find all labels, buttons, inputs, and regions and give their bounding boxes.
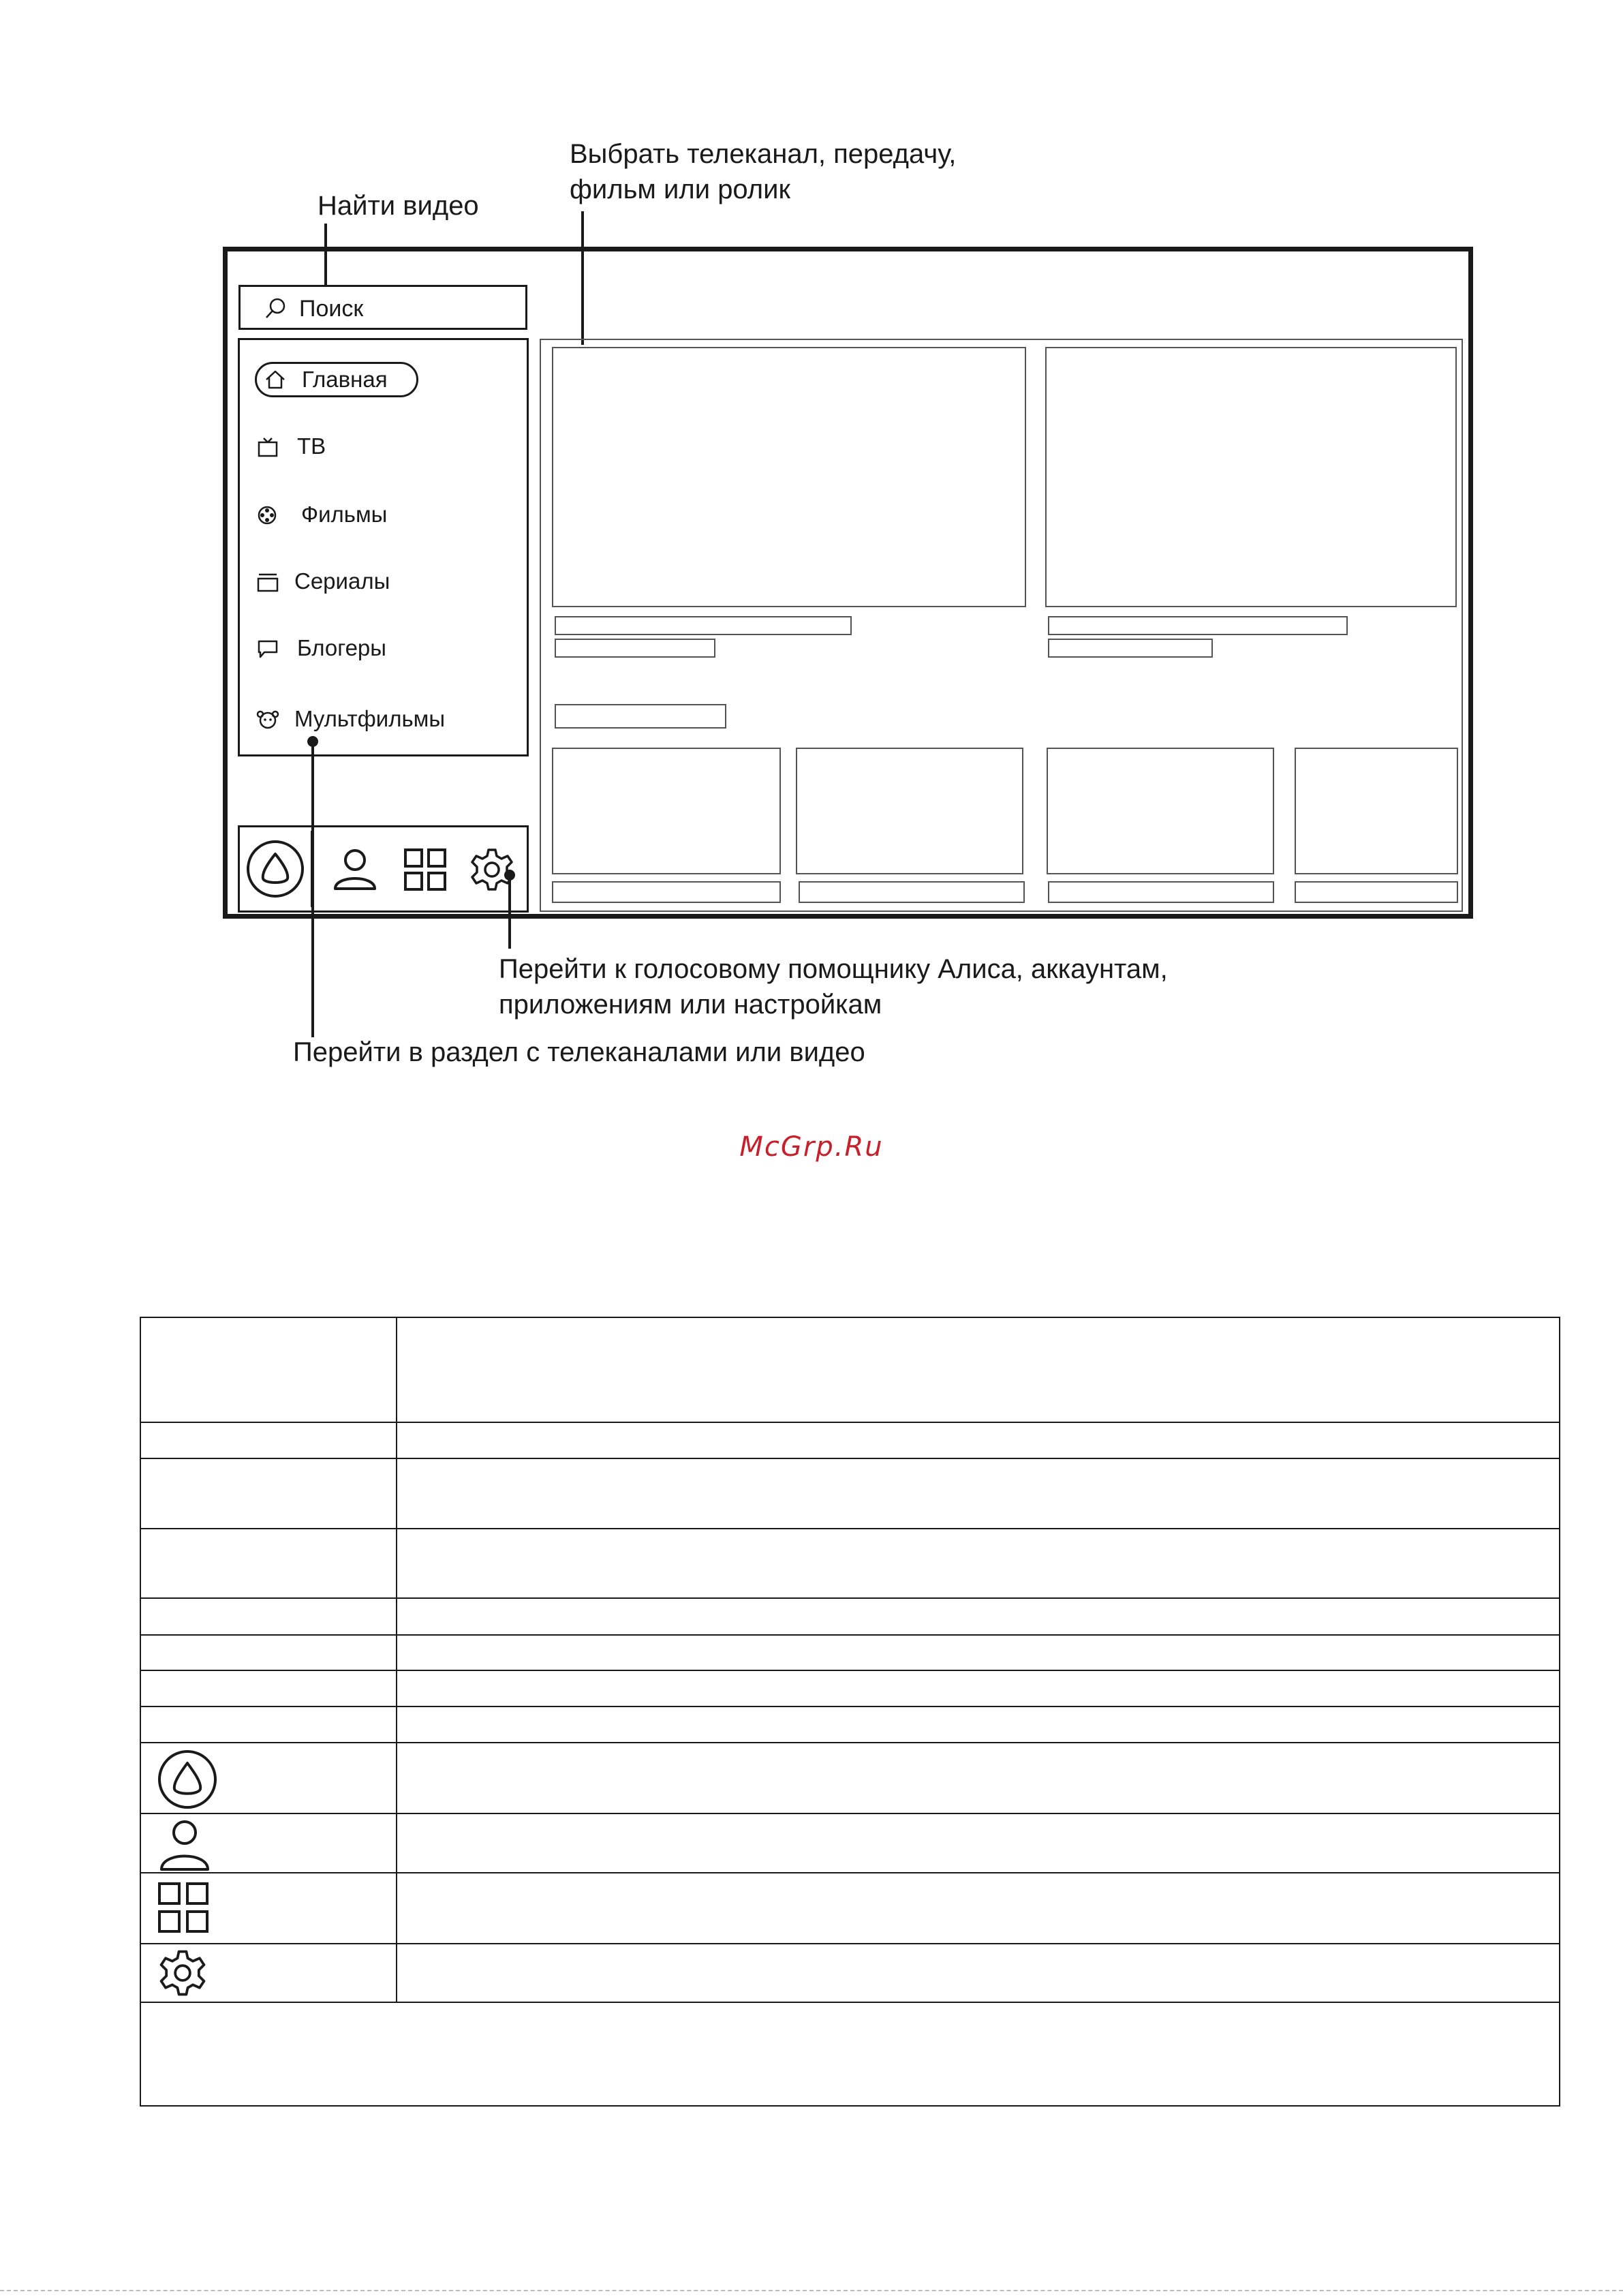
small-card-4-label-placeholder: [1295, 881, 1458, 903]
apps-grid-icon[interactable]: [403, 848, 447, 891]
callout-assistant-line2: приложениям или настройкам: [499, 990, 882, 1020]
reference-table: [140, 1317, 1560, 2107]
callout-choose-content-line1: Выбрать телеканал, передачу,: [570, 139, 957, 169]
small-card-1[interactable]: [552, 748, 781, 874]
sidebar-item-label: ТВ: [297, 433, 326, 459]
small-card-4[interactable]: [1295, 748, 1458, 874]
chat-bubble-icon: [256, 639, 279, 659]
tv-icon: [256, 437, 279, 457]
small-card-2-label-placeholder: [799, 881, 1025, 903]
cartoon-face-icon: [256, 709, 279, 730]
sidebar-item-home[interactable]: [255, 362, 418, 397]
film-reel-icon: [256, 505, 279, 525]
series-stack-icon: [256, 572, 279, 592]
sidebar-item-tv[interactable]: [256, 429, 392, 464]
sidebar-item-label: Мультфильмы: [294, 706, 446, 731]
bottom-bar: [238, 825, 529, 913]
sidebar-item-label: Главная: [302, 367, 388, 392]
card-1-subtitle-placeholder: [555, 639, 715, 658]
table-row-divider: [141, 1634, 1559, 1636]
table-apps-grid-icon: [157, 1882, 209, 1933]
table-row-divider: [141, 1813, 1559, 1814]
table-row-divider: [141, 1943, 1559, 1944]
table-row-divider: [141, 1706, 1559, 1707]
content-area: [540, 339, 1463, 912]
sidebar-item-cartoons[interactable]: [256, 701, 474, 737]
sidebar-item-label: Блогеры: [297, 635, 387, 660]
callout-assistant-line1: Перейти к голосовому помощнику Алиса, аккаунтам,: [499, 954, 1168, 984]
small-card-3-label-placeholder: [1048, 881, 1274, 903]
small-card-2[interactable]: [796, 748, 1023, 874]
sidebar-item-series[interactable]: [256, 564, 420, 599]
alice-button[interactable]: [240, 831, 313, 907]
callout-choose-content-line2: фильм или ролик: [570, 174, 790, 204]
sidebar-item-label: Сериалы: [294, 568, 390, 594]
card-2-title-placeholder: [1048, 616, 1348, 635]
table-row-divider: [141, 1422, 1559, 1423]
card-2-subtitle-placeholder: [1048, 639, 1213, 658]
table-account-icon: [157, 1818, 212, 1872]
callout-sections: Перейти в раздел с телеканалами или видео: [293, 1037, 865, 1067]
small-card-3[interactable]: [1047, 748, 1274, 874]
page-bottom-edge: [0, 2290, 1623, 2291]
sidebar-item-bloggers[interactable]: [256, 630, 420, 666]
table-row-divider: [141, 1742, 1559, 1743]
large-card-1[interactable]: [552, 347, 1026, 607]
table-alice-icon: [156, 1748, 219, 1811]
table-row-divider: [141, 1670, 1559, 1671]
search-icon: [264, 297, 287, 320]
table-row-divider: [141, 1872, 1559, 1873]
sidebar-item-films[interactable]: [256, 497, 420, 532]
home-icon: [264, 369, 287, 390]
card-1-title-placeholder: [555, 616, 852, 635]
table-row-divider: [141, 1528, 1559, 1529]
callout-find-video: Найти видео: [318, 191, 479, 221]
alice-icon: [244, 838, 307, 900]
settings-gear-icon[interactable]: [467, 845, 516, 894]
small-card-1-label-placeholder: [552, 881, 781, 903]
large-card-2[interactable]: [1045, 347, 1457, 607]
search-placeholder: Поиск: [299, 296, 364, 322]
account-icon[interactable]: [331, 845, 379, 893]
row-heading-placeholder: [555, 704, 726, 729]
search-input[interactable]: [238, 285, 527, 330]
sidebar-menu: [238, 338, 529, 756]
callout-assistant: [499, 951, 1168, 1022]
watermark: McGrp.Ru: [739, 1131, 884, 1163]
sidebar-item-label: Фильмы: [301, 502, 388, 527]
table-row-divider: [141, 2002, 1559, 2003]
table-settings-gear-icon: [156, 1946, 209, 2000]
table-column-separator: [396, 1318, 397, 2002]
callout-choose-content: [570, 136, 956, 207]
table-row-divider: [141, 1597, 1559, 1599]
table-row-divider: [141, 1458, 1559, 1459]
